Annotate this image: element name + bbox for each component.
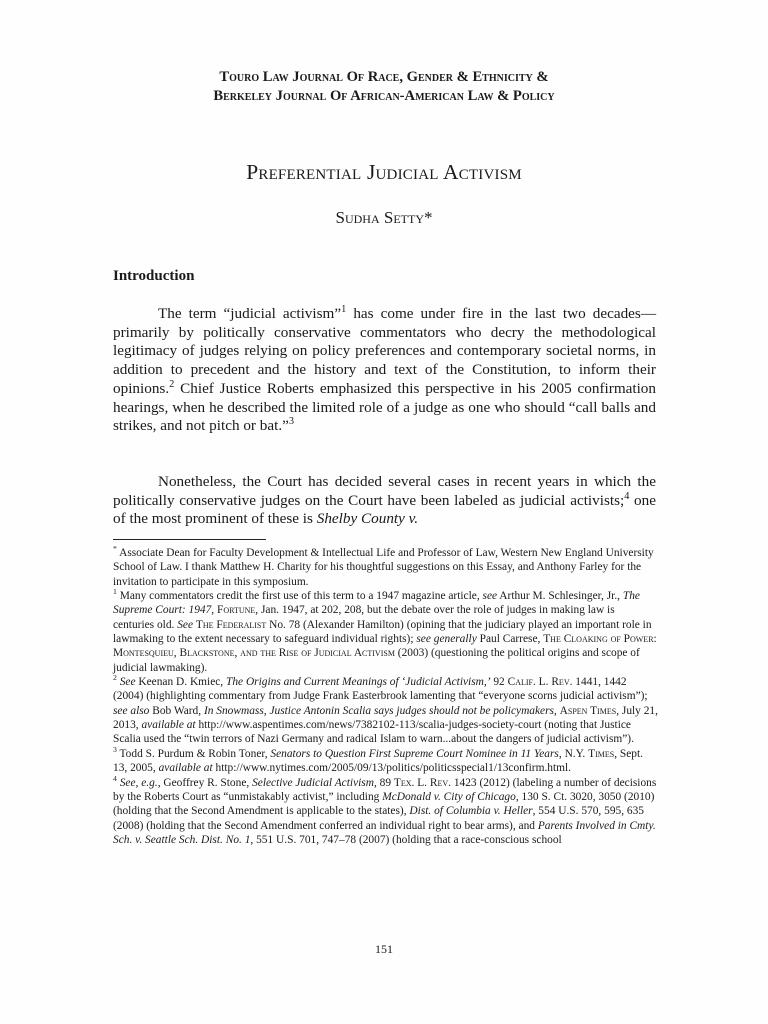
footnote-star: * Associate Dean for Faculty Development & Intellectual Life and Professor of Law, Western New England University School of Law. I thank Matthew H. Charity for his thoughtful suggestions on this Essay, and Anthony Farley for the invitation to participate in this symposium. (113, 544, 654, 588)
footnote-number: 4 (113, 773, 117, 783)
footnote-ref-4: 4 (624, 490, 630, 502)
footnotes (113, 546, 658, 847)
journal-name-line-1: Touro Law Journal Of Race, Gender & Ethnicity & (219, 69, 549, 85)
footnote-number: 1 (113, 587, 117, 597)
journal-name-line-2: Berkeley Journal Of African-American Law & Policy (213, 88, 555, 104)
article-author (0, 208, 768, 228)
body-paragraph-2: Nonetheless, the Court has decided several cases in recent years in which the politically conservative judges on the Court have been labeled as judicial activists;$^4$ one of the most prominent of these is Shelby County v. (113, 473, 656, 528)
author-name: Sudha Setty (335, 208, 424, 227)
author-footnote-mark: * (423, 208, 433, 227)
page-number: 151 (375, 942, 393, 956)
footnote-ref-3: 3 (288, 416, 295, 428)
footnote-ref-1: 1 (341, 303, 347, 315)
footnote-number: 2 (113, 673, 117, 683)
footnote-1: $^1$ Many commentators credit the first use of this term to a 1947 magazine article, see Arthur M. Schlesinger, Jr., The Supreme Court: 1947, Fortune, Jan. 1947, at 202, 208, but the debate over the role of judges in making law is centuries old. See The Federalist No. 78 (Alexander Hamilton) (opining that the judiciary played an important role in lawmaking to the extent necessary to safeguard individual rights); see generally Paul Carrese, The Cloaking of Power: Montesquieu, Blackstone, and the Rise of Judicial Activism (2003) (questioning the political origins and scope of judicial lawmaking). (113, 587, 657, 674)
section-heading: Introduction (113, 268, 195, 284)
footnote-separator (113, 539, 266, 540)
article-title: Preferential Judicial Activism (246, 160, 522, 184)
footnote-4: $^4$ See, e.g., Geoffrey R. Stone, Selective Judicial Activism, 89 Tex. L. Rev. 1423 (2012) (labeling a number of decisions by the Roberts Court as “unmistakably activist,” including McDonald v. City of Chicago, 130 S. Ct. 3020, 3050 (2010) (holding that the Second Amendment is applicable to the states), Dist. of Columbia v. Heller, 554 U.S. 570, 595, 635 (2008) (holding that the Second Amendment conferred an individual right to bear arms), and Parents Involved in Cmty. Sch. v. Seattle Sch. Dist. No. 1, 551 U.S. 701, 747–78 (2007) (holding that a race-conscious school (113, 773, 657, 846)
body-paragraph-1: The term “judicial activism”$^1$ has come under fire in the last two decades—primarily by politically conservative commentators who decry the methodological legitimacy of judges relying on policy preferences and contemporary societal norms, in addition to precedent and the history and text of the Constitution, to inform their opinions.$^2$ Chief Justice Roberts emphasized this perspective in his 2005 confirmation hearings, when he described the limited role of a judge as one who should “call balls and strikes, and not pitch or bat.”$^3$ (113, 303, 657, 435)
footnote-3: $^3$ Todd S. Purdum & Robin Toner, Senators to Question First Supreme Court Nominee in 11 Years, N.Y. Times, Sept. 13, 2005, available at http://www.nytimes.com/2005/09/13/politics/politicsspecial1/13confirm.html. (113, 745, 643, 775)
footnote-number: 3 (113, 745, 117, 755)
footnote-number: * (113, 544, 117, 554)
case-name: Shelby County v. (316, 510, 419, 528)
footnote-2: $^2$ See Keenan D. Kmiec, The Origins and Current Meanings of ‘Judicial Activism,’ 92 Calif. L. Rev. 1441, 1442 (2004) (highlighting commentary from Judge Frank Easterbrook lamenting that “everyone scorns judicial activism”); see also Bob Ward, In Snowmass, Justice Antonin Scalia says judges should not be policymakers, Aspen Times, July 21, 2013, available at http://www.aspentimes.com/news/7382102-113/scalia-judges-society-court (noting that Justice Scalia used the “twin terrors of Nazi Germany and radical Islam to warn...about the dangers of judicial activism”). (113, 673, 658, 746)
journal-header (0, 68, 768, 106)
footnote-ref-2: 2 (169, 378, 175, 390)
